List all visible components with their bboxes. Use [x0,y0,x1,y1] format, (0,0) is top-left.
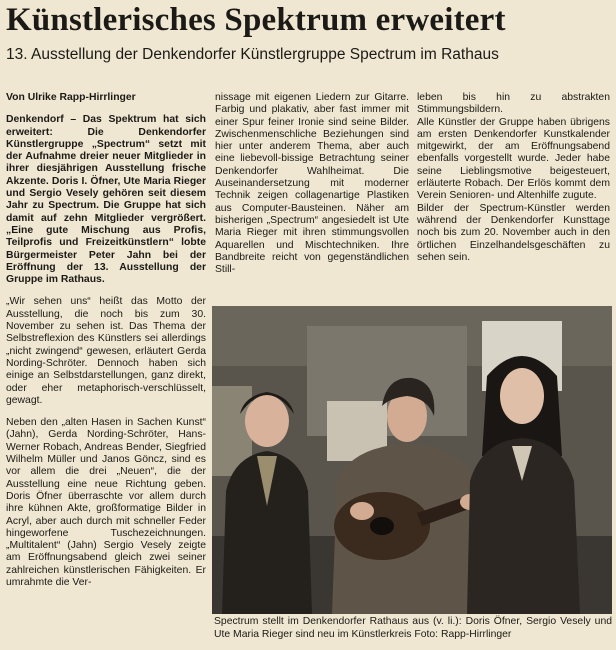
photo-caption: Spectrum stellt im Denkendorfer Rathaus aus (v. li.): Doris Öfner, Sergio Vesely und Ute Maria Rieger sind neu im Künstlerkreis Foto: Rapp-Hirrlinger [214,616,612,640]
body-paragraph: Neben den „alten Hasen in Sachen Kunst“ (Jahn), Gerda Nording-Schröter, Hans-Werner Robach, Andreas Bender, Siegfried Wilhelm Müller und Janos Göncz, sind es vor allem die drei „Neuen“, die der Ausstellung eine neue Richtung geben. Doris Öfner überraschte vor allem durch ihre kühnen Akte, großformatige Bilder in Acryl, aber auch durch mit schneller Feder hingeworfene Tuschezeichnungen. „Multitalent“ (Jahn) Sergio Vesely zeigte am Eröffnungsabend gleich zwei seiner zahlreichen künstlerischen Fähigkeiten. Er umrahmte die Ver- [6,417,206,588]
article-column-3 [417,92,610,306]
lead-paragraph: Denkendorf – Das Spektrum hat sich erweitert: Die Denkendorfer Künstlergruppe „Spectrum“ setzt mit der Aufnahme dreier neuer Mitglieder in ihrer diesjährigen Ausstellung frische Akzente. Doris I. Öfner, Ute Maria Rieger und Sergio Vesely gehören seit diesem Jahr zu Spectrum. Die Gruppe hat sich damit auf zehn Mitglieder vergrößert. „Eine gute Mischung aus Profis, Teilprofis und Freizeitkünstlern“ lobte Bürgermeister Peter Jahn bei der Eröffnung der 13. Ausstellung der Gruppe im Rathaus. [6,114,206,286]
body-paragraph: leben bis hin zu abstrakten Stimmungsbildern. [417,92,610,116]
author-byline: Von Ulrike Rapp-Hirrlinger [6,92,136,103]
article-photo [212,306,612,614]
article-column-1 [6,92,206,648]
headline: Künstlerisches Spektrum erweitert [6,2,506,38]
article-column-2 [215,92,409,306]
body-paragraph: nissage mit eigenen Liedern zur Gitarre. Farbig und plakativ, aber fast immer mit einer Spur feiner Ironie sind seine Bilder. Zwischenmenschliche Beziehungen sind hier unter anderem Thema, aber auch eine liebevoll-bissige Betrachtung seiner Denkendorfer Wahlheimat. Die Auseinandersetzung mit moderner Technik zeigen collagenartige Plastiken aus Computer-Bausteinen. Näher am bisherigen „Spectrum“ angesiedelt ist Ute Maria Rieger mit ihren stimmungsvollen Aquarellen und Mischtechniken. Ihre Bandbreite reicht von gegenständlichen Still- [215,92,409,276]
body-paragraph: „Wir sehen uns“ heißt das Motto der Ausstellung, die noch bis zum 30. November zu sehen ist. Das Thema der Selbstreflexion des Künstlers sei allerdings „nicht zwingend“ gewesen, erläutert Gerda Nording-Schröter. Dennoch haben sich einige an Selbstdarstellungen, ganz direkt, oder eher metaphorisch-verschlüsselt, gewagt. [6,296,206,406]
subheadline: 13. Ausstellung der Denkendorfer Künstlergruppe Spectrum im Rathaus [6,46,499,63]
body-paragraph: Bilder der Spectrum-Künstler werden während der Denkendorfer Kunsttage noch bis zum 20. November auch in den örtlichen Einzelhandelsgeschäften zu sehen sein. [417,202,610,263]
body-paragraph: Alle Künstler der Gruppe haben übrigens am ersten Denkendorfer Kunstkalender mitgewirkt, der am Eröffnungsabend ebenfalls vorgestellt wurde. Jeder habe seine Lieblingsmotive beigesteuert, erläuterte Robach. Der Erlös kommt dem Verein Senioren- und Altenhilfe zugute. [417,116,610,202]
photo-illustration [212,306,612,614]
